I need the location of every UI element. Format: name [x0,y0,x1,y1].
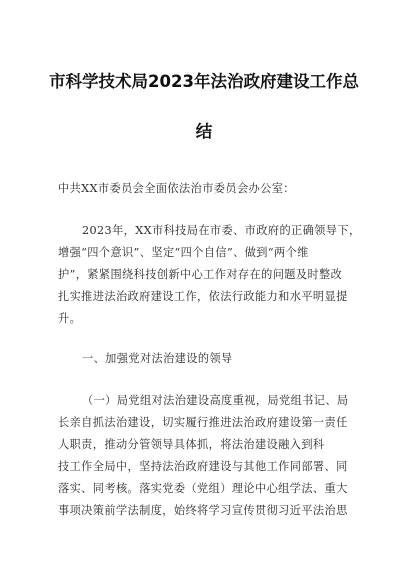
paragraph1-line-5: 升。 [58,312,82,325]
paragraph1-line-3: 护”，紧紧围绕科技创新中心工作对存在的问题及时整改 [58,268,343,281]
salutation: 中共XX市委员会全面依法治市委员会办公室： [58,182,295,195]
paragraph2-line-2: 长亲自抓法治建设，切实履行推进法治政府建设第一责任 [58,416,348,429]
paragraph1-line-4: 扎实推进法治政府建设工作，依法行政能力和水平明显提 [58,290,348,303]
paragraph2-line-5: 落实、同考核。落实党委（党组）理论中心组学法、重大 [58,482,348,495]
paragraph2-line-3: 人职责，推动分管领导具体抓，将法治建设融入到科 [58,438,325,451]
paragraph2-line-4: 技工作全局中，坚持法治政府建设与其他工作同部署、同 [58,460,348,473]
paragraph1-line-1: 2023年，XX市科技局在市委、市政府的正确领导下， [82,224,361,237]
section1-heading: 一、加强党对法治建设的领导 [82,352,233,365]
document-title-line-2: 结 [195,122,213,141]
paragraph1-line-2: 增强“四个意识”、坚定“四个自信”、做到“两个维 [58,246,309,259]
paragraph2-line-6: 事项决策前学法制度，始终将学习宣传贯彻习近平法治思 [58,504,348,517]
paragraph2-line-1: （一）局党组对法治建设高度重视，局党组书记、局 [82,394,349,407]
document-title-line-1: 市科学技术局2023年法治政府建设工作总 [49,72,359,91]
